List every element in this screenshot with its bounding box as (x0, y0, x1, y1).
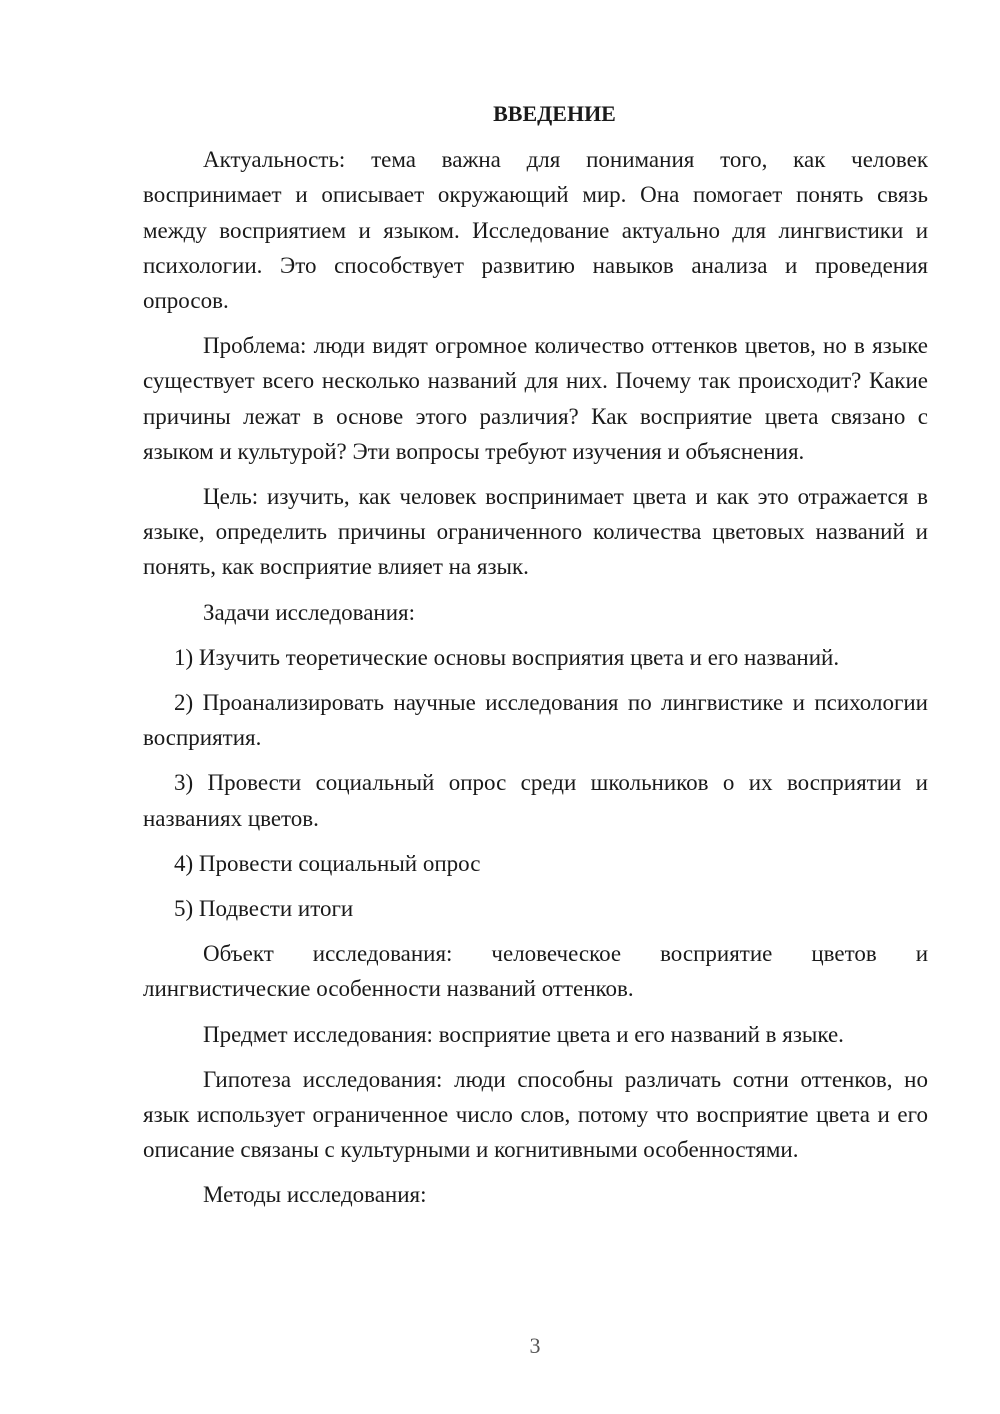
paragraph-goal: Цель: изучить, как человек воспринимает цвета и как это отражается в языке, определить причины ограниченного количества цветовых названий и понять, как восприятие влияет на язык. (143, 484, 928, 580)
paragraph-hypothesis: Гипотеза исследования: люди способны различать сотни оттенков, но язык использует ограниченное число слов, потому что восприятие цвета и его описание связаны с культурными и когнитивными особенностями. (143, 1066, 928, 1163)
task-item-1: 1) Изучить теоретические основы восприятия цвета и его названий. (174, 644, 840, 670)
task-item-2: 2) Проанализировать научные исследования по лингвистике и психологии восприятия. (143, 690, 928, 751)
document-body (143, 96, 928, 1223)
task-item-5: 5) Подвести итоги (174, 896, 354, 922)
paragraph-relevance: Актуальность: тема важна для понимания того, как человек воспринимает и описывает окружающий мир. Она помогает понять связь между восприятием и языком. Исследование актуально для лингвистики и психологии. Это способствует развитию навыков анализа и проведения опросов. (143, 147, 928, 314)
task-item-4: 4) Провести социальный опрос (174, 850, 481, 876)
task-item-3: 3) Провести социальный опрос среди школьников о их восприятии и названиях цветов. (143, 770, 928, 831)
paragraph-problem: Проблема: люди видят огромное количество оттенков цветов, но в языке существует всего несколько названий для них. Почему так происходит? Какие причины лежат в основе этого различия? Как восприятие цвета связано с языком и культурой? Эти вопросы требуют изучения и объяснения. (143, 333, 928, 464)
paragraph-subject: Предмет исследования: восприятие цвета и его названий в языке. (203, 1021, 844, 1047)
paragraph-methods: Методы исследования: (203, 1182, 427, 1208)
page-number: 3 (529, 1333, 541, 1358)
section-title: ВВЕДЕНИЕ (493, 101, 616, 126)
paragraph-object: Объект исследования: человеческое восприятие цветов и лингвистические особенности названий оттенков. (143, 941, 928, 1002)
paragraph-tasks-heading: Задачи исследования: (203, 599, 416, 625)
